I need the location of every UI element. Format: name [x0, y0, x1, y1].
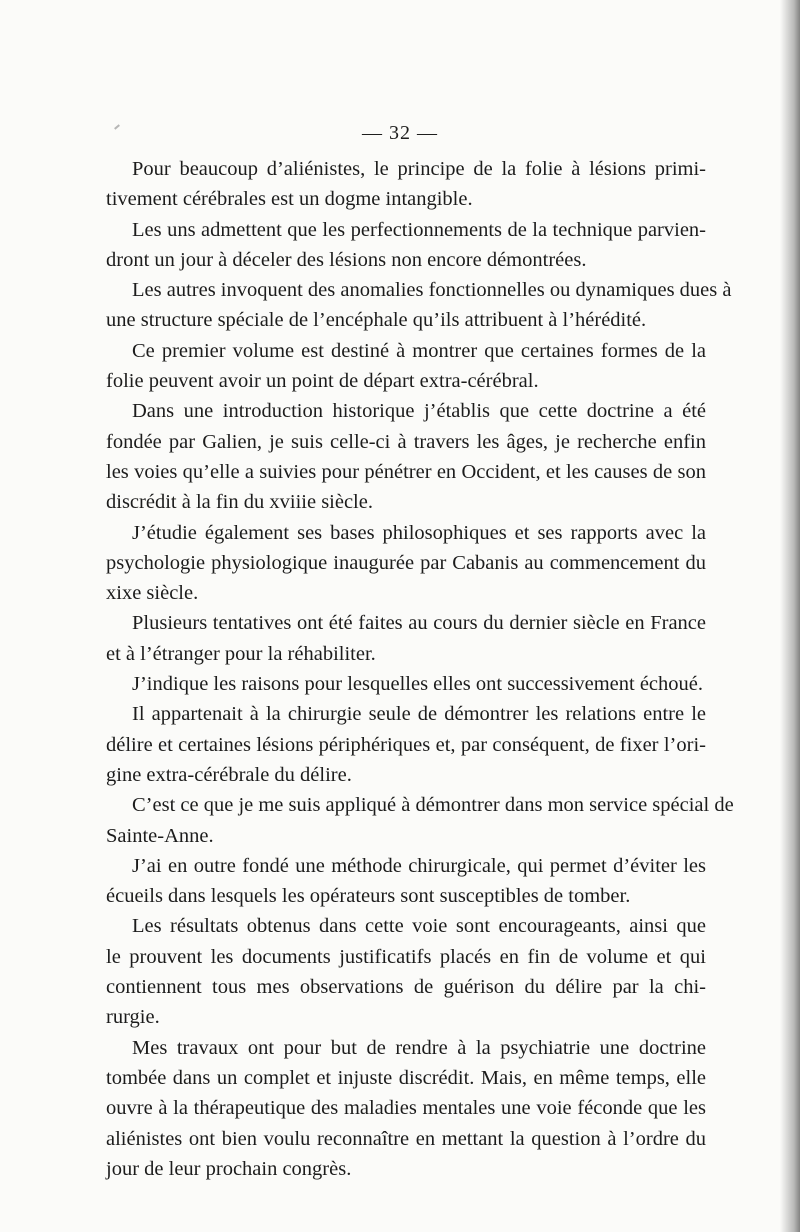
text-line: jour de leur prochain congrès. — [106, 1157, 352, 1180]
text-line: fondée par Galien, je suis celle-ci à travers les âges, je recherche enfin — [106, 430, 706, 453]
paragraph — [106, 1033, 706, 1184]
paragraph — [106, 154, 706, 215]
paragraph — [106, 790, 734, 851]
text-line: gine extra-cérébrale du délire. — [106, 763, 352, 786]
body-text — [106, 154, 734, 1184]
text-line: Ce premier volume est destiné à montrer que certaines formes de la — [132, 339, 706, 362]
text-line: Sainte-Anne. — [106, 824, 214, 847]
paragraph — [106, 275, 732, 336]
paragraph — [106, 608, 706, 669]
paragraph — [106, 396, 706, 517]
text-line: Pour beaucoup d’aliénistes, le principe de la folie à lésions primi- — [132, 158, 706, 180]
text-line: J’ai en outre fondé une méthode chirurgicale, qui permet d’éviter les — [132, 854, 706, 877]
text-line: Plusieurs tentatives ont été faites au cours du dernier siècle en France — [132, 612, 706, 635]
text-line: ouvre à la thérapeutique des maladies mentales une voie féconde que les — [106, 1097, 706, 1120]
text-line: le prouvent les documents justificatifs placés en fin de volume et qui — [106, 945, 706, 968]
paragraph — [106, 699, 706, 790]
text-line: Il appartenait à la chirurgie seule de démontrer les relations entre le — [132, 703, 706, 726]
text-line: J’indique les raisons pour lesquelles elles ont successivement échoué. — [132, 673, 704, 696]
text-line: rurgie. — [106, 1006, 160, 1029]
text-line: J’étudie également ses bases philosophiques et ses rapports avec la — [132, 521, 706, 544]
text-line: contiennent tous mes observations de guérison du délire par la chi- — [106, 976, 706, 999]
text-line: discrédit à la fin du xviiie siècle. — [106, 491, 373, 514]
paragraph — [106, 336, 706, 397]
text-line: Les résultats obtenus dans cette voie sont encourageants, ainsi que — [132, 915, 706, 938]
text-line: xixe siècle. — [106, 582, 199, 605]
paragraph — [106, 911, 706, 1032]
text-line: délire et certaines lésions périphériques et, par conséquent, de fixer l’ori- — [106, 733, 706, 756]
text-line: écueils dans lesquels les opérateurs sont susceptibles de tomber. — [106, 885, 631, 908]
text-line: dront un jour à déceler des lésions non encore démontrées. — [106, 248, 587, 271]
paragraph — [106, 669, 706, 699]
text-line: folie peuvent avoir un point de départ extra-cérébral. — [106, 370, 539, 393]
paragraph — [106, 518, 706, 609]
page-number: — 32 — — [362, 122, 438, 144]
page-edge-shadow — [780, 0, 800, 1232]
text-line: Les autres invoquent des anomalies fonctionnelles ou dynamiques dues à — [132, 279, 732, 302]
text-line: Mes travaux ont pour but de rendre à la psychiatrie une doctrine — [132, 1036, 706, 1059]
text-line: tivement cérébrales est un dogme intangible. — [106, 188, 473, 211]
text-line: Les uns admettent que les perfectionnements de la technique parvien- — [132, 218, 706, 241]
text-line: tombée dans un complet et injuste discrédit. Mais, en même temps, elle — [106, 1066, 706, 1089]
paragraph — [106, 851, 706, 912]
paragraph — [106, 215, 706, 276]
text-line: Dans une introduction historique j’établis que cette doctrine a été — [132, 400, 706, 423]
text-line: une structure spéciale de l’encéphale qu’ils attribuent à l’hérédité. — [106, 309, 647, 332]
text-line: psychologie physiologique inaugurée par Cabanis au commencement du — [106, 551, 706, 574]
text-line: C’est ce que je me suis appliqué à démontrer dans mon service spécial de — [132, 794, 734, 817]
text-line: aliénistes ont bien voulu reconnaître en mettant la question à l’ordre du — [106, 1127, 706, 1150]
text-line: et à l’étranger pour la réhabiliter. — [106, 642, 376, 665]
text-line: les voies qu’elle a suivies pour pénétrer en Occident, et les causes de son — [106, 460, 706, 483]
